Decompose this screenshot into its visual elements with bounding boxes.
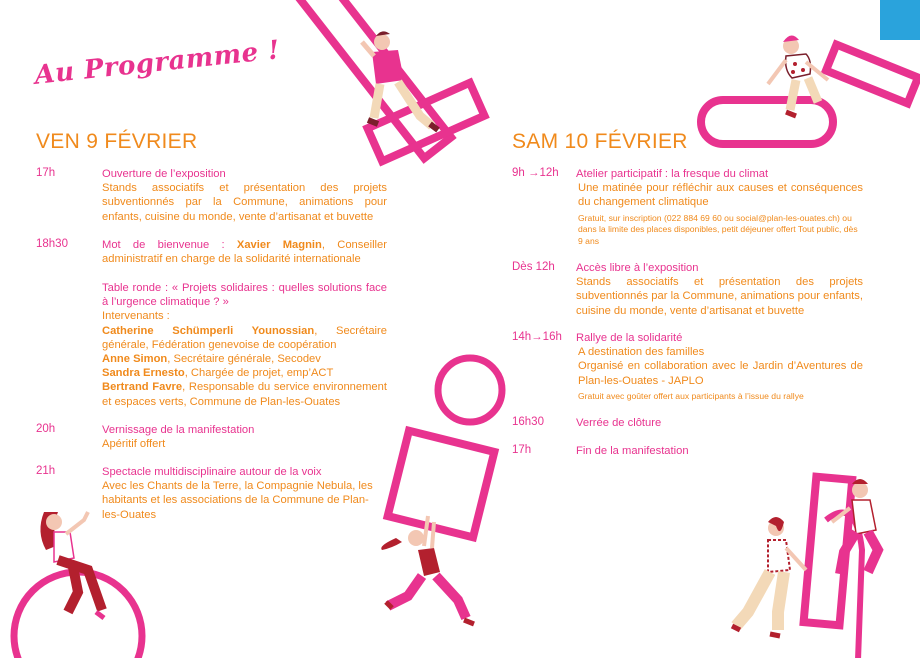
top-right-illustration xyxy=(701,35,918,144)
bottom-left-illustration xyxy=(14,512,142,658)
event-title: Ouverture de l’exposition xyxy=(102,168,226,180)
event-saturday-17h xyxy=(576,444,863,458)
top-swing-illustration xyxy=(295,0,485,161)
event-saturday-16h30 xyxy=(576,416,863,430)
intervenant-name: Sandra Ernesto xyxy=(102,367,185,380)
intervenant-name: Catherine Schümperli Younossian xyxy=(102,324,315,337)
intervenant xyxy=(102,324,387,352)
event-friday-17h xyxy=(102,167,387,224)
event-time: Dès 12h xyxy=(512,261,555,273)
intervenant xyxy=(102,380,387,408)
round-table-title: Table ronde : « Projets solidaires : quelles solutions face à l’urgence climatique ? » xyxy=(102,282,387,309)
event-saturday-9h xyxy=(576,167,863,247)
bottom-right-illustration xyxy=(732,477,878,658)
intervenants-label: Intervenants : xyxy=(102,310,170,323)
event-friday-20h xyxy=(102,423,387,451)
day-heading-saturday: SAM 10 FÉVRIER xyxy=(512,130,688,153)
intervenant-role: , Chargée de projet, emp’ACT xyxy=(184,367,334,380)
event-time: 14h→16h xyxy=(512,331,562,343)
intervenant-name: Bertrand Favre xyxy=(102,381,183,394)
program-headline: Au Programme ! xyxy=(33,35,282,91)
speaker-name: Xavier Magnin xyxy=(236,239,322,251)
event-description: Stands associatifs et présentation des projets subventionnés par la Commune, animations pour enfants, cuisine du monde, vente d’artisanat et buvette xyxy=(576,276,863,317)
event-time: 9h →12h xyxy=(512,167,559,179)
event-description: Stands associatifs et présentation des projets subventionnés par la Commune, animations pour enfants, cuisine du monde, vente d’artisanat et buvette xyxy=(102,182,387,223)
center-illustration xyxy=(381,358,502,624)
intervenant xyxy=(102,352,387,366)
event-friday-18h30 xyxy=(102,238,387,266)
event-title: Rallye de la solidarité xyxy=(576,332,683,344)
day-heading-friday: VEN 9 FÉVRIER xyxy=(36,130,198,153)
event-time: 18h30 xyxy=(36,238,68,250)
event-time: 20h xyxy=(36,423,56,435)
event-title: Verrée de clôture xyxy=(576,417,662,429)
event-title: Spectacle multidisciplinaire autour de la voix xyxy=(102,466,322,478)
event-description-2: Organisé en collaboration avec le Jardin d’Aventures de Plan-les-Ouates - JAPLO xyxy=(578,360,863,387)
round-table xyxy=(102,281,387,409)
intervenant-role: , Responsable du service environnement et espaces verts, Commune de Plan-les-Ouates xyxy=(102,381,387,408)
event-title: Vernissage de la manifestation xyxy=(102,424,255,436)
intervenant-role: , Secrétaire générale, Secodev xyxy=(167,353,321,366)
event-time: 17h xyxy=(512,444,532,456)
event-note: Gratuit, sur inscription (022 884 69 60 ou social@plan-les-ouates.ch) ou dans la limite des places disponibles, petit déjeuner offert Tout public, dès 9 ans xyxy=(578,212,858,246)
event-time: 21h xyxy=(36,465,56,477)
event-note: Gratuit avec goûter offert aux participants à l’issue du rallye xyxy=(578,390,804,401)
intervenant-name: Anne Simon xyxy=(102,353,168,366)
event-description: Apéritif offert xyxy=(102,438,166,451)
event-description: Une matinée pour réfléchir aux causes et conséquences du changement climatique xyxy=(578,182,863,209)
speaker-role: , Conseiller administratif en charge de la solidarité internationale xyxy=(102,239,387,266)
event-description: Avec les Chants de la Terre, la Compagnie Nebula, les habitants et les associations de la Commune de Plan-les-Ouates xyxy=(102,480,373,521)
intervenant xyxy=(102,366,387,380)
event-time: 16h30 xyxy=(512,416,544,428)
event-friday-21h xyxy=(102,465,374,522)
event-saturday-12h xyxy=(576,261,863,318)
event-time: 17h xyxy=(36,167,56,179)
event-title: Mot de bienvenue : xyxy=(102,239,237,251)
corner-tab xyxy=(880,0,920,40)
event-title: Fin de la manifestation xyxy=(576,445,689,457)
intervenant-role: , Secrétaire générale, Fédération genevoise de coopération xyxy=(102,324,387,351)
event-saturday-14h xyxy=(576,331,863,402)
event-description: A destination des familles xyxy=(578,346,705,359)
event-title: Accès libre à l’exposition xyxy=(576,262,699,274)
event-title: Atelier participatif : la fresque du climat xyxy=(576,168,769,180)
